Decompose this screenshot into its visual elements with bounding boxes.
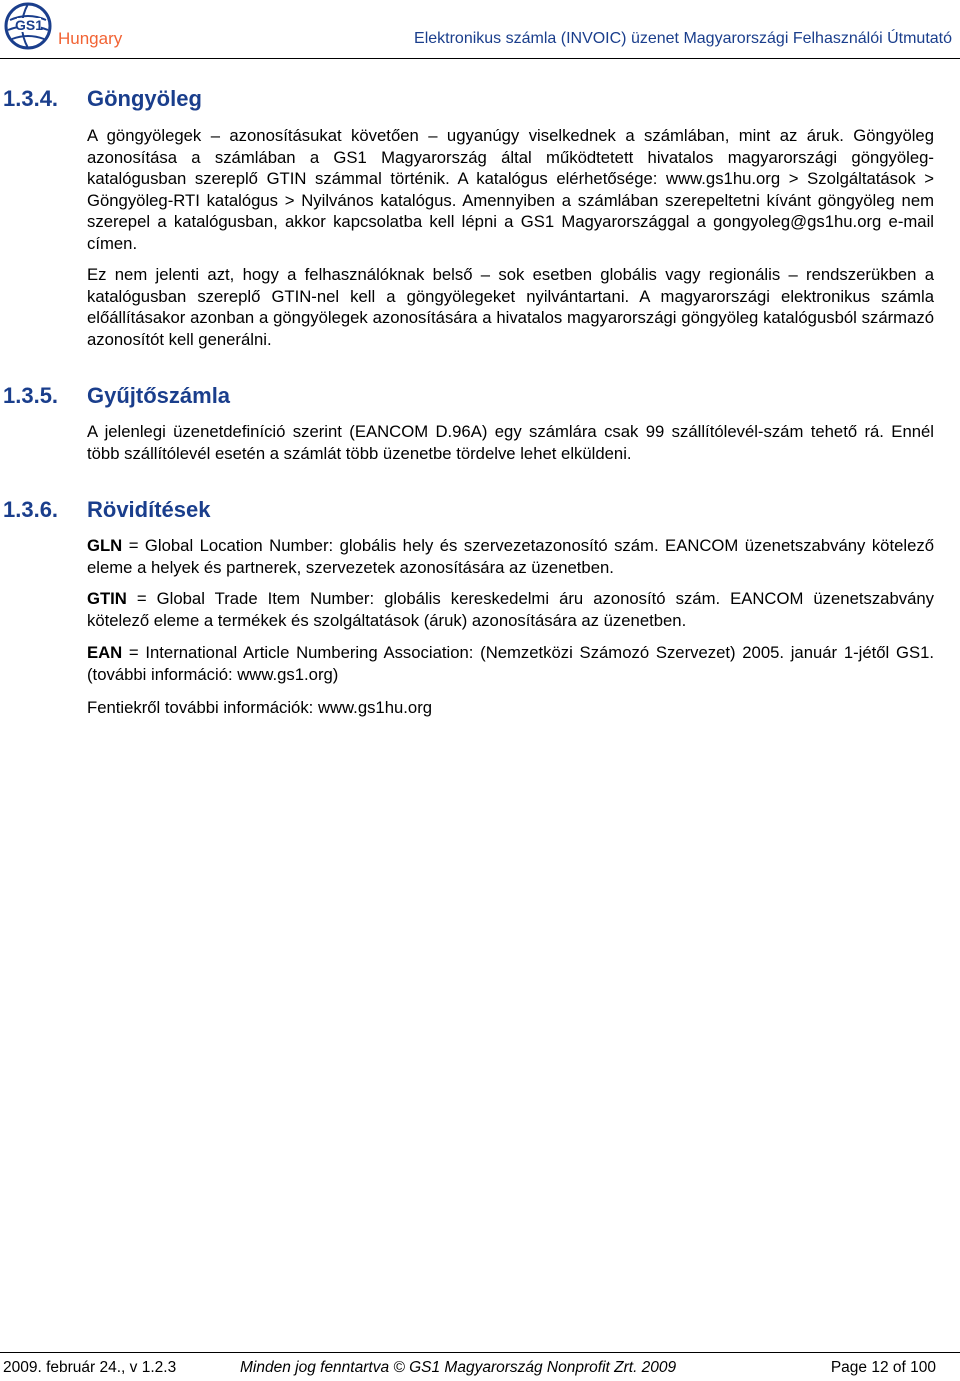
page-header bbox=[0, 0, 960, 52]
definition-gtin bbox=[87, 588, 934, 631]
definition-gln bbox=[87, 535, 934, 578]
footer-divider bbox=[0, 1352, 960, 1353]
closing-note: Fentiekről további információk: www.gs1hu.org bbox=[87, 698, 433, 717]
definition-text: = International Article Numbering Association: (Nemzetközi Számozó Szervezet) 2005. január 1-jétől GS1. (további információ: www.gs1.org) bbox=[87, 643, 934, 684]
section-number: 1.3.4. bbox=[3, 86, 59, 111]
footer-copyright: Minden jog fenntartva © GS1 Magyarország Nonprofit Zrt. 2009 bbox=[240, 1359, 677, 1376]
definition-term: GTIN bbox=[87, 589, 127, 608]
footer-page-number: Page 12 of 100 bbox=[830, 1359, 936, 1376]
gs1-globe-icon bbox=[4, 2, 52, 50]
paragraph-gongyoleg-2: Ez nem jelenti azt, hogy a felhasználóknak belső – sok esetben globális vagy regionális – rendszerükben a katalógusban szereplő GTIN-nel kell a göngyölegeket nyilvántartani. A magyarországi elektronikus számla előállításakor azonban a göngyölegek azonosítására a hivatalos magyarországi göngyöleg katalógusból származó azonosítót kell generálni. bbox=[87, 265, 934, 349]
section-title: Rövidítések bbox=[87, 497, 211, 522]
section-title: Göngyöleg bbox=[87, 86, 202, 111]
gs1-logo bbox=[4, 2, 52, 50]
definition-term: GLN bbox=[87, 536, 123, 555]
document-title: Elektronikus számla (INVOIC) üzenet Magyarországi Felhasználói Útmutató bbox=[414, 30, 952, 47]
logo-text: GS1 bbox=[14, 17, 44, 33]
definition-text: = Global Location Number: globális hely és szervezetazonosító szám. EANCOM üzenetszabvány kötelező eleme a helyek és partnerek, szervezetek azonosítására az üzenetben. bbox=[87, 536, 934, 577]
section-number: 1.3.5. bbox=[3, 383, 59, 408]
country-label: Hungary bbox=[58, 29, 123, 48]
paragraph-gyujtoszamla: A jelenlegi üzenetdefiníció szerint (EANCOM D.96A) egy számlára csak 99 szállítólevél-szám tehető rá. Ennél több szállítólevél esetén a számlát több üzenetbe tördelve lehet elküldeni. bbox=[87, 422, 934, 463]
footer-date-version: 2009. február 24., v 1.2.3 bbox=[3, 1359, 177, 1376]
definition-text: = Global Trade Item Number: globális kereskedelmi áru azonosító szám. EANCOM üzenetszabvány kötelező eleme a termékek és szolgáltatások (áruk) azonosítására az üzenetben. bbox=[87, 589, 934, 630]
header-divider bbox=[0, 58, 960, 59]
definition-ean bbox=[87, 642, 934, 685]
section-number: 1.3.6. bbox=[3, 497, 59, 522]
paragraph-gongyoleg-1: A göngyölegek – azonosításukat követően – ugyanúgy viselkednek a számlában, mint az áruk. Göngyöleg azonosítása a számlában a GS1 Magyarország által működtetett hivatalos magyarországi göngyöleg-katalógusban szereplő GTIN számmal történik. A katalógus elérhetősége: www.gs1hu.org > Szolgáltatások > Göngyöleg-RTI katalógus > Nyilvános katalógus. Amennyiben a számlában szerepeltetni kívánt göngyöleg nem szerepel a katalógusban, akkor kapcsolatba kell lépni a GS1 Magyarországgal a gongyoleg@gs1hu.org e-mail címen. bbox=[87, 126, 934, 253]
definition-term: EAN bbox=[87, 643, 123, 662]
section-title: Gyűjtőszámla bbox=[87, 383, 231, 408]
